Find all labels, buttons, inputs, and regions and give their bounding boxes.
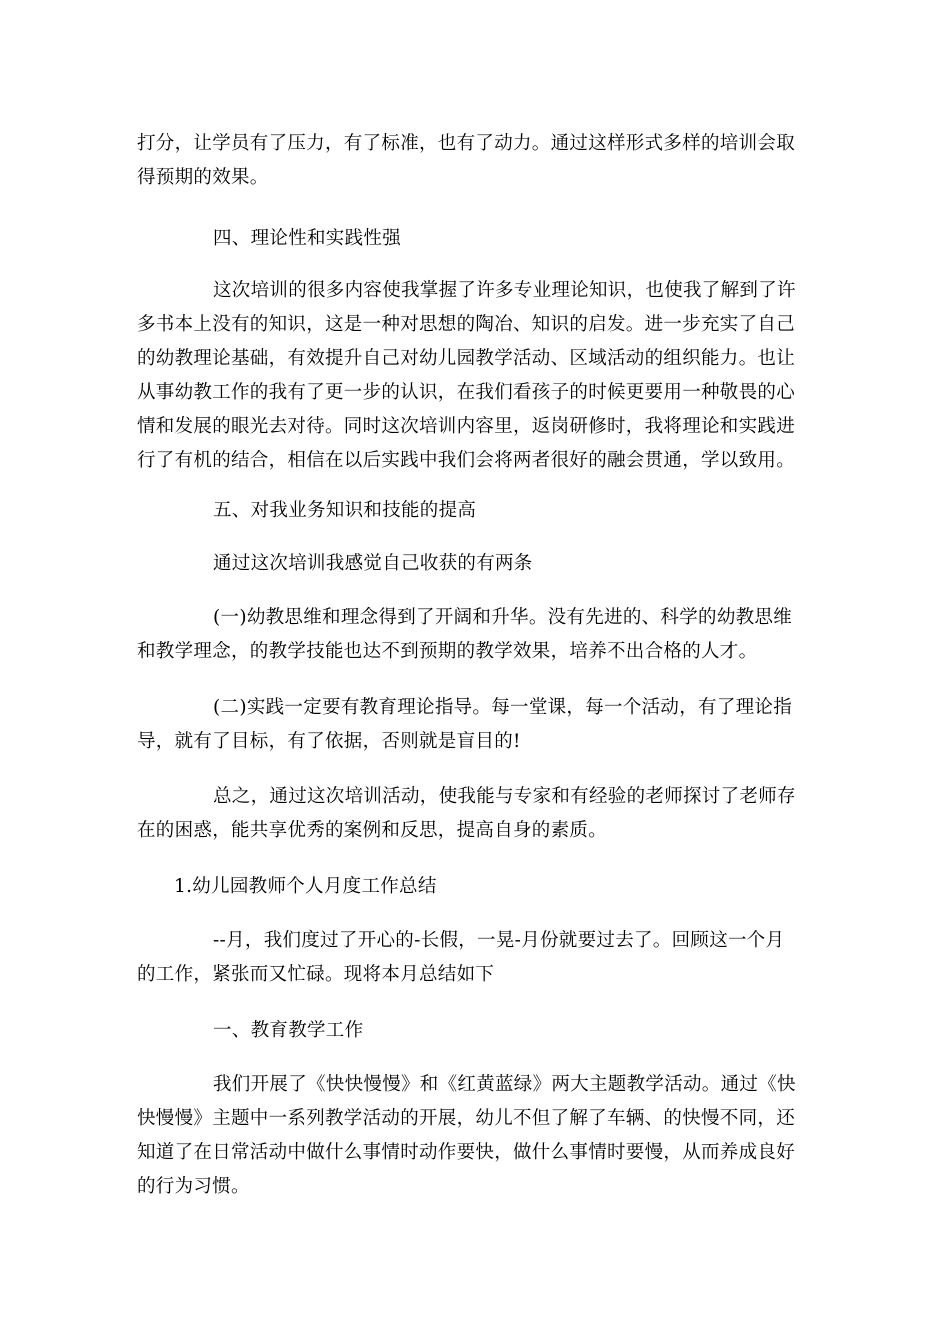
text-line: 总之，通过这次培训活动，使我能与专家和有经验的老师探讨了老师存 [213,786,796,807]
text-line: 通过这次培训我感觉自己收获的有两条 [213,553,533,574]
paragraph-theory-practice [137,274,813,478]
text-line: 打分，让学员有了压力，有了标准，也有了动力。通过这样形式多样的培训会取 [137,133,796,154]
paragraph-teaching-activities [137,1068,813,1204]
text-line: 和教学理念，的教学技能也达不到预期的教学效果，培养不出合格的人才。 [137,641,758,662]
text-line: 我们开展了《快快慢慢》和《红黄蓝绿》两大主题教学活动。通过《快 [213,1074,796,1095]
text-line: 情和发展的眼光去对待。同时这次培训内容里，返岗研修时，我将理论和实践进 [137,416,796,437]
paragraph-point-one [137,601,813,669]
text-line: 这次培训的很多内容使我掌握了许多专业理论知识，也使我了解到了许 [213,280,796,301]
section-heading-education [137,1014,813,1048]
section-title-monthly-summary [137,870,813,904]
text-line: 的幼教理论基础，有效提升自己对幼儿园教学活动、区域活动的组织能力。也让 [137,348,796,369]
section-heading-five [137,494,813,528]
paragraph-conclusion [137,780,813,848]
paragraph-month-intro [137,924,813,992]
heading-text: 一、教育教学工作 [213,1020,364,1041]
text-line: 的行为习惯。 [137,1176,250,1197]
text-line: 快慢慢》主题中一系列教学活动的开展，幼儿不但了解了车辆、的快慢不同，还 [137,1108,796,1129]
text-line: 行了有机的结合，相信在以后实践中我们会将两者很好的融会贯通，学以致用。 [137,450,796,471]
text-line: 导，就有了目标，有了依据，否则就是盲目的! [137,731,521,752]
text-line: 从事幼教工作的我有了更一步的认识，在我们看孩子的时候更要用一种敬畏的心 [137,382,796,403]
section-heading-four [137,222,813,256]
paragraph-point-two [137,691,813,759]
text-line: 的工作，紧张而又忙碌。现将本月总结如下 [137,964,495,985]
paragraph-training-effect [137,127,813,195]
heading-text: 四、理论性和实践性强 [213,228,402,249]
text-line: (二)实践一定要有教育理论指导。每一堂课，每一个活动，有了理论指 [213,697,793,718]
text-line: --月，我们度过了开心的-长假，一晃-月份就要过去了。回顾这一个月 [213,930,785,951]
text-line: (一)幼教思维和理念得到了开阔和升华。没有先进的、科学的幼教思维 [213,607,793,628]
text-line: 知道了在日常活动中做什么事情时动作要快，做什么事情时要慢，从而养成良好 [137,1142,796,1163]
text-line: 得预期的效果。 [137,167,269,188]
text-line: 多书本上没有的知识，这是一种对思想的陶冶、知识的启发。进一步充实了自己 [137,314,796,335]
heading-text: 1.幼儿园教师个人月度工作总结 [174,876,437,897]
heading-text: 五、对我业务知识和技能的提高 [213,500,477,521]
text-line: 在的困惑，能共享优秀的案例和反思，提高自身的素质。 [137,820,608,841]
paragraph-two-gains [137,547,813,581]
